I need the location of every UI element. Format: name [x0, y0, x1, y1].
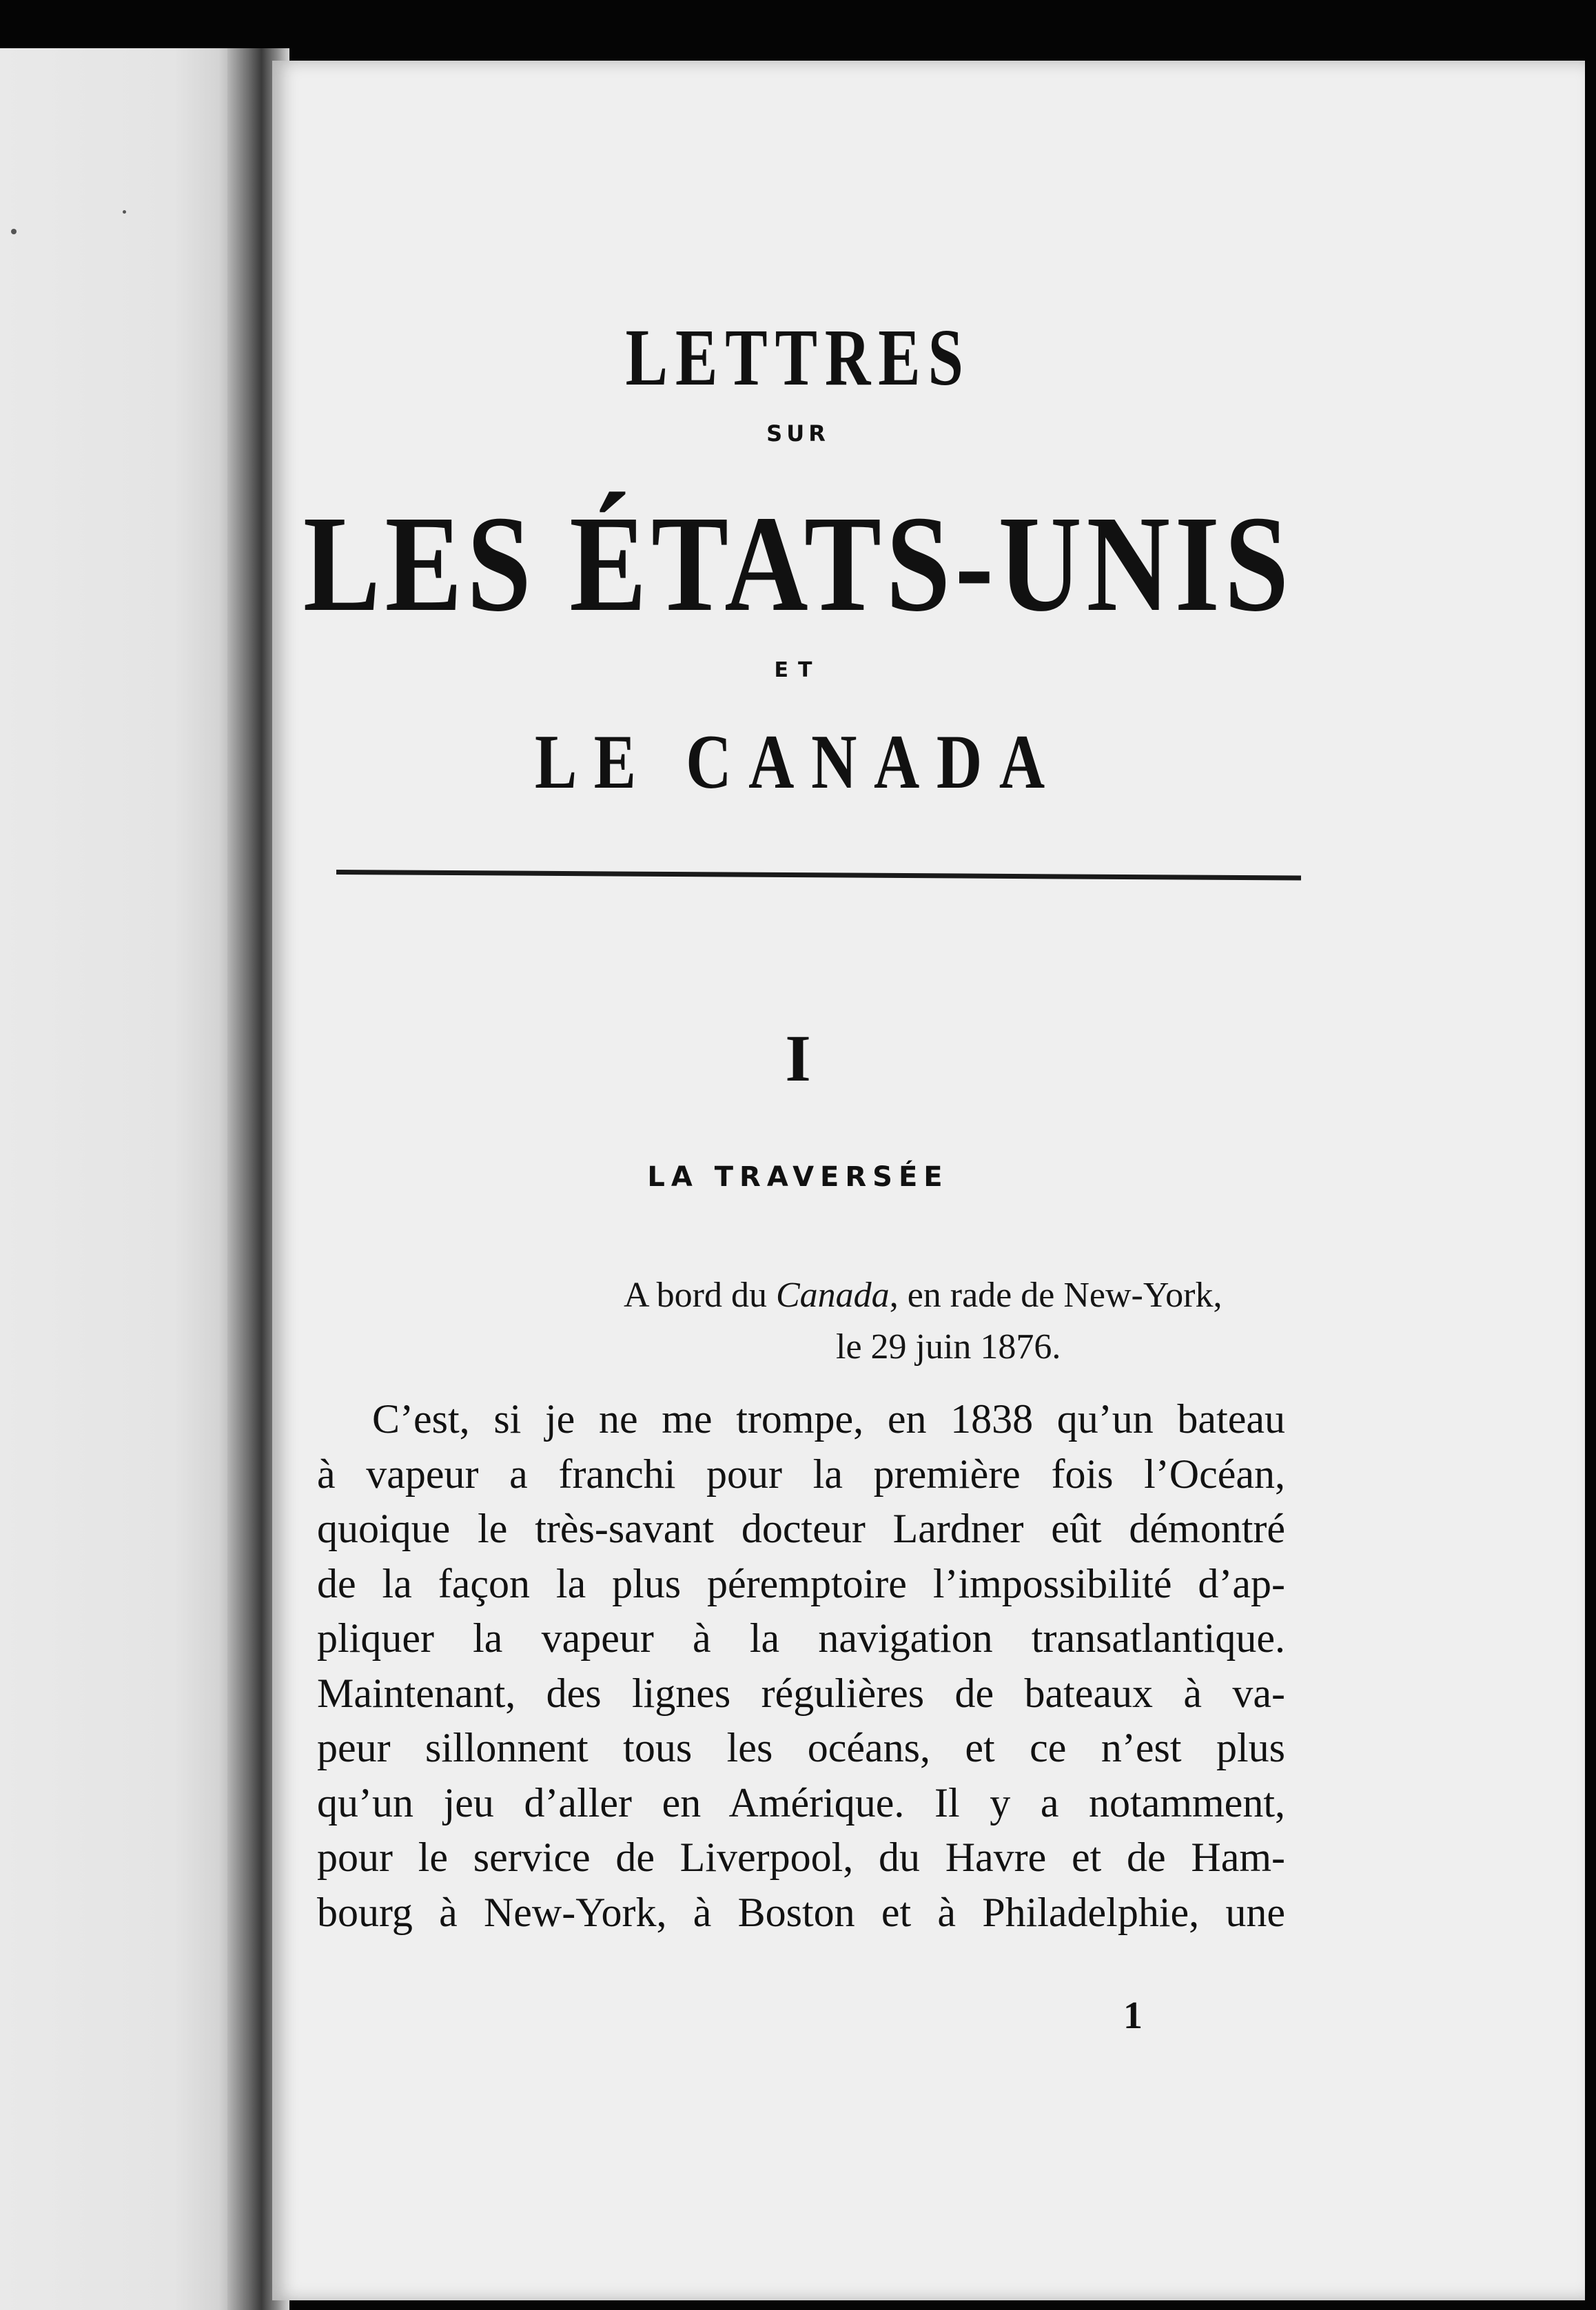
body-line: peur sillonnent tous les océans, et ce n’est plus — [317, 1725, 1285, 1770]
title-canada-text: LE CANADA — [534, 719, 1062, 805]
body-line: quoique le très-savant docteur Lardner eût démontré — [317, 1506, 1285, 1551]
body-line: qu’un jeu d’aller en Amérique. Il y a notamment, — [317, 1779, 1285, 1826]
title-lettres-text: LETTRES — [625, 312, 971, 402]
paper-speck — [123, 210, 126, 214]
paper-speck — [11, 229, 17, 234]
body-line: C’est, si je ne me trompe, en 1838 qu’un bateau — [372, 1396, 1285, 1442]
dateline-ship: Canada — [776, 1276, 890, 1315]
dateline-date: le 29 juin 1876. — [836, 1327, 1061, 1367]
body-paragraph — [317, 1392, 1285, 1940]
body-line: pliquer la vapeur à la navigation transatlantique. — [317, 1615, 1285, 1661]
title-canada — [0, 717, 1596, 807]
title-lettres — [0, 309, 1596, 405]
chapter-title: LA TRAVERSÉE — [647, 1161, 949, 1193]
dateline-suffix: , en rade de New-York, — [889, 1276, 1222, 1315]
title-etats-unis-text: LES ÉTATS-UNIS — [303, 488, 1293, 640]
body-line: bourg à New-York, à Boston et à Philadelphie, une — [317, 1889, 1285, 1935]
title-sur: SUR — [766, 420, 830, 447]
body-line: pour le service de Liverpool, du Havre et de Ham- — [317, 1834, 1285, 1880]
chapter-number: I — [785, 1021, 811, 1095]
title-et: ET — [774, 658, 822, 682]
title-etats-unis — [0, 482, 1596, 643]
body-line: Maintenant, des lignes régulières de bateaux à va- — [317, 1670, 1285, 1716]
body-line: de la façon la plus péremptoire l’impossibilité d’ap- — [317, 1560, 1285, 1606]
dateline-prefix: A bord du — [624, 1276, 776, 1315]
body-line: à vapeur a franchi pour la première fois l’Océan, — [317, 1451, 1285, 1497]
page-number: 1 — [1123, 1994, 1143, 2037]
dateline-place — [624, 1275, 1222, 1316]
